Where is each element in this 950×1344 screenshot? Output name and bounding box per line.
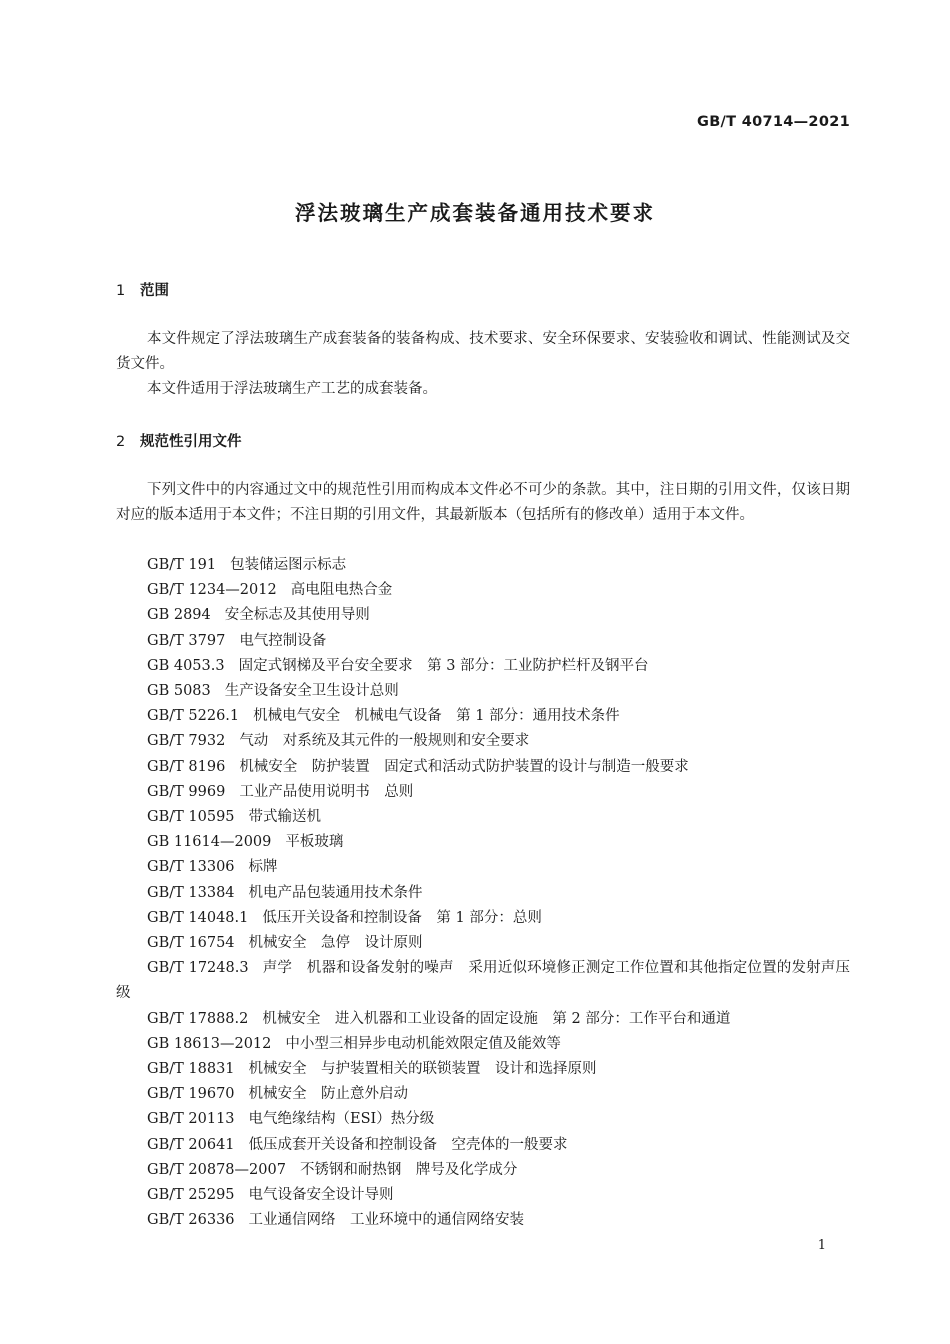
reference-item bbox=[116, 679, 850, 704]
reference-code: GB 2894 bbox=[147, 607, 211, 624]
scope-paragraph-2: 本文件适用于浮法玻璃生产工艺的成套装备。 bbox=[147, 381, 437, 397]
reference-item bbox=[116, 1107, 850, 1132]
reference-title: 标牌 bbox=[248, 859, 278, 876]
reference-item bbox=[116, 1057, 850, 1082]
reference-code: GB/T 16754 bbox=[147, 935, 235, 952]
reference-item bbox=[116, 629, 850, 654]
reference-item bbox=[116, 654, 850, 679]
reference-item bbox=[116, 830, 850, 855]
reference-title: 不锈钢和耐热钢 牌号及化学成分 bbox=[299, 1161, 518, 1178]
reference-title: 机械安全 进入机器和工业设备的固定设施 第 2 部分：工作平台和通道 bbox=[262, 1010, 731, 1027]
reference-code: GB/T 18831 bbox=[147, 1061, 235, 1078]
reference-title: 生产设备安全卫生设计总则 bbox=[224, 683, 399, 700]
reference-title: 工业通信网络 工业环境中的通信网络安装 bbox=[248, 1212, 525, 1229]
reference-code: GB/T 191 bbox=[147, 557, 217, 573]
section-heading-normative-references bbox=[116, 430, 242, 451]
reference-code: GB/T 1234—2012 bbox=[147, 582, 277, 599]
reference-item bbox=[116, 553, 850, 578]
reference-code: GB/T 20641 bbox=[147, 1136, 235, 1153]
reference-item bbox=[116, 956, 850, 1006]
reference-code: GB/T 8196 bbox=[147, 758, 226, 775]
reference-code: GB/T 20113 bbox=[147, 1111, 235, 1128]
reference-code: GB/T 13306 bbox=[147, 859, 235, 876]
reference-title: 电气设备安全设计导则 bbox=[248, 1187, 394, 1204]
reference-title: 声学 机器和设备发射的噪声 采用近似环境修正测定工作位置和其他指定位置的发射声压级 bbox=[116, 960, 850, 1002]
reference-item bbox=[116, 1082, 850, 1107]
reference-item bbox=[116, 881, 850, 906]
reference-item bbox=[116, 931, 850, 956]
reference-item bbox=[116, 906, 850, 931]
reference-title: 气动 对系统及其元件的一般规则和安全要求 bbox=[239, 733, 530, 750]
section-title: 范围 bbox=[140, 283, 169, 299]
section-number: 2 bbox=[116, 434, 126, 450]
reference-title: 安全标志及其使用导则 bbox=[224, 607, 370, 624]
reference-code: GB 11614—2009 bbox=[147, 834, 272, 851]
reference-code: GB/T 7932 bbox=[147, 733, 226, 750]
reference-item bbox=[116, 1208, 850, 1233]
reference-title: 机电产品包装通用技术条件 bbox=[248, 884, 423, 901]
reference-item bbox=[116, 1007, 850, 1032]
reference-title: 包装储运图示标志 bbox=[230, 557, 347, 573]
reference-code: GB 4053.3 bbox=[147, 657, 225, 674]
reference-item bbox=[116, 855, 850, 880]
reference-title: 机械安全 防止意外启动 bbox=[248, 1086, 409, 1103]
reference-item bbox=[116, 578, 850, 603]
reference-item bbox=[116, 704, 850, 729]
standard-number: GB/T 40714—2021 bbox=[697, 114, 850, 130]
reference-code: GB/T 20878—2007 bbox=[147, 1161, 286, 1178]
reference-title: 低压开关设备和控制设备 第 1 部分：总则 bbox=[262, 909, 542, 926]
reference-title: 平板玻璃 bbox=[285, 834, 344, 851]
reference-code: GB/T 10595 bbox=[147, 809, 235, 826]
reference-code: GB 5083 bbox=[147, 683, 211, 700]
reference-code: GB/T 17888.2 bbox=[147, 1010, 249, 1027]
reference-item bbox=[116, 805, 850, 830]
reference-title: 机械电气安全 机械电气设备 第 1 部分：通用技术条件 bbox=[253, 708, 620, 725]
reference-item bbox=[116, 1032, 850, 1057]
reference-code: GB/T 17248.3 bbox=[147, 960, 249, 977]
scope-paragraph-1: 本文件规定了浮法玻璃生产成套装备的装备构成、技术要求、安全环保要求、安装验收和调试、性能测试及交货文件。 bbox=[116, 331, 850, 372]
reference-title: 机械安全 急停 设计原则 bbox=[248, 935, 423, 952]
reference-item bbox=[116, 1158, 850, 1183]
reference-title: 中小型三相异步电动机能效限定值及能效等 bbox=[285, 1035, 561, 1052]
reference-title: 低压成套开关设备和控制设备 空壳体的一般要求 bbox=[248, 1136, 568, 1153]
references-intro-paragraph: 下列文件中的内容通过文中的规范性引用而构成本文件必不可少的条款。其中，注日期的引用文件，仅该日期对应的版本适用于本文件；不注日期的引用文件，其最新版本（包括所有的修改单）适用于本文件。 bbox=[116, 482, 850, 523]
reference-title: 带式输送机 bbox=[248, 809, 322, 826]
reference-item bbox=[116, 1133, 850, 1158]
reference-item bbox=[116, 603, 850, 628]
reference-title: 电气绝缘结构（ESI）热分级 bbox=[248, 1111, 435, 1128]
section-title: 规范性引用文件 bbox=[140, 434, 242, 450]
reference-title: 高电阻电热合金 bbox=[290, 582, 393, 599]
reference-code: GB/T 13384 bbox=[147, 884, 235, 901]
reference-title: 机械安全 防护装置 固定式和活动式防护装置的设计与制造一般要求 bbox=[239, 758, 689, 775]
reference-title: 电气控制设备 bbox=[239, 632, 327, 649]
reference-code: GB/T 26336 bbox=[147, 1212, 235, 1229]
page-number: 1 bbox=[817, 1238, 826, 1253]
reference-title: 固定式钢梯及平台安全要求 第 3 部分：工业防护栏杆及钢平台 bbox=[238, 657, 649, 674]
reference-code: GB/T 19670 bbox=[147, 1086, 235, 1103]
reference-code: GB/T 9969 bbox=[147, 783, 226, 800]
reference-code: GB/T 3797 bbox=[147, 632, 226, 649]
reference-item bbox=[116, 780, 850, 805]
reference-code: GB/T 5226.1 bbox=[147, 708, 240, 725]
reference-code: GB/T 25295 bbox=[147, 1187, 235, 1204]
reference-item bbox=[116, 729, 850, 754]
reference-code: GB/T 14048.1 bbox=[147, 909, 249, 926]
reference-item bbox=[116, 755, 850, 780]
reference-title: 机械安全 与护装置相关的联锁装置 设计和选择原则 bbox=[248, 1061, 597, 1078]
section-heading-scope bbox=[116, 279, 169, 300]
document-title: 浮法玻璃生产成套装备通用技术要求 bbox=[295, 201, 655, 225]
section-number: 1 bbox=[116, 283, 126, 299]
reference-code: GB 18613—2012 bbox=[147, 1035, 272, 1052]
reference-item bbox=[116, 1183, 850, 1208]
reference-list bbox=[116, 553, 850, 1233]
reference-title: 工业产品使用说明书 总则 bbox=[239, 783, 414, 800]
